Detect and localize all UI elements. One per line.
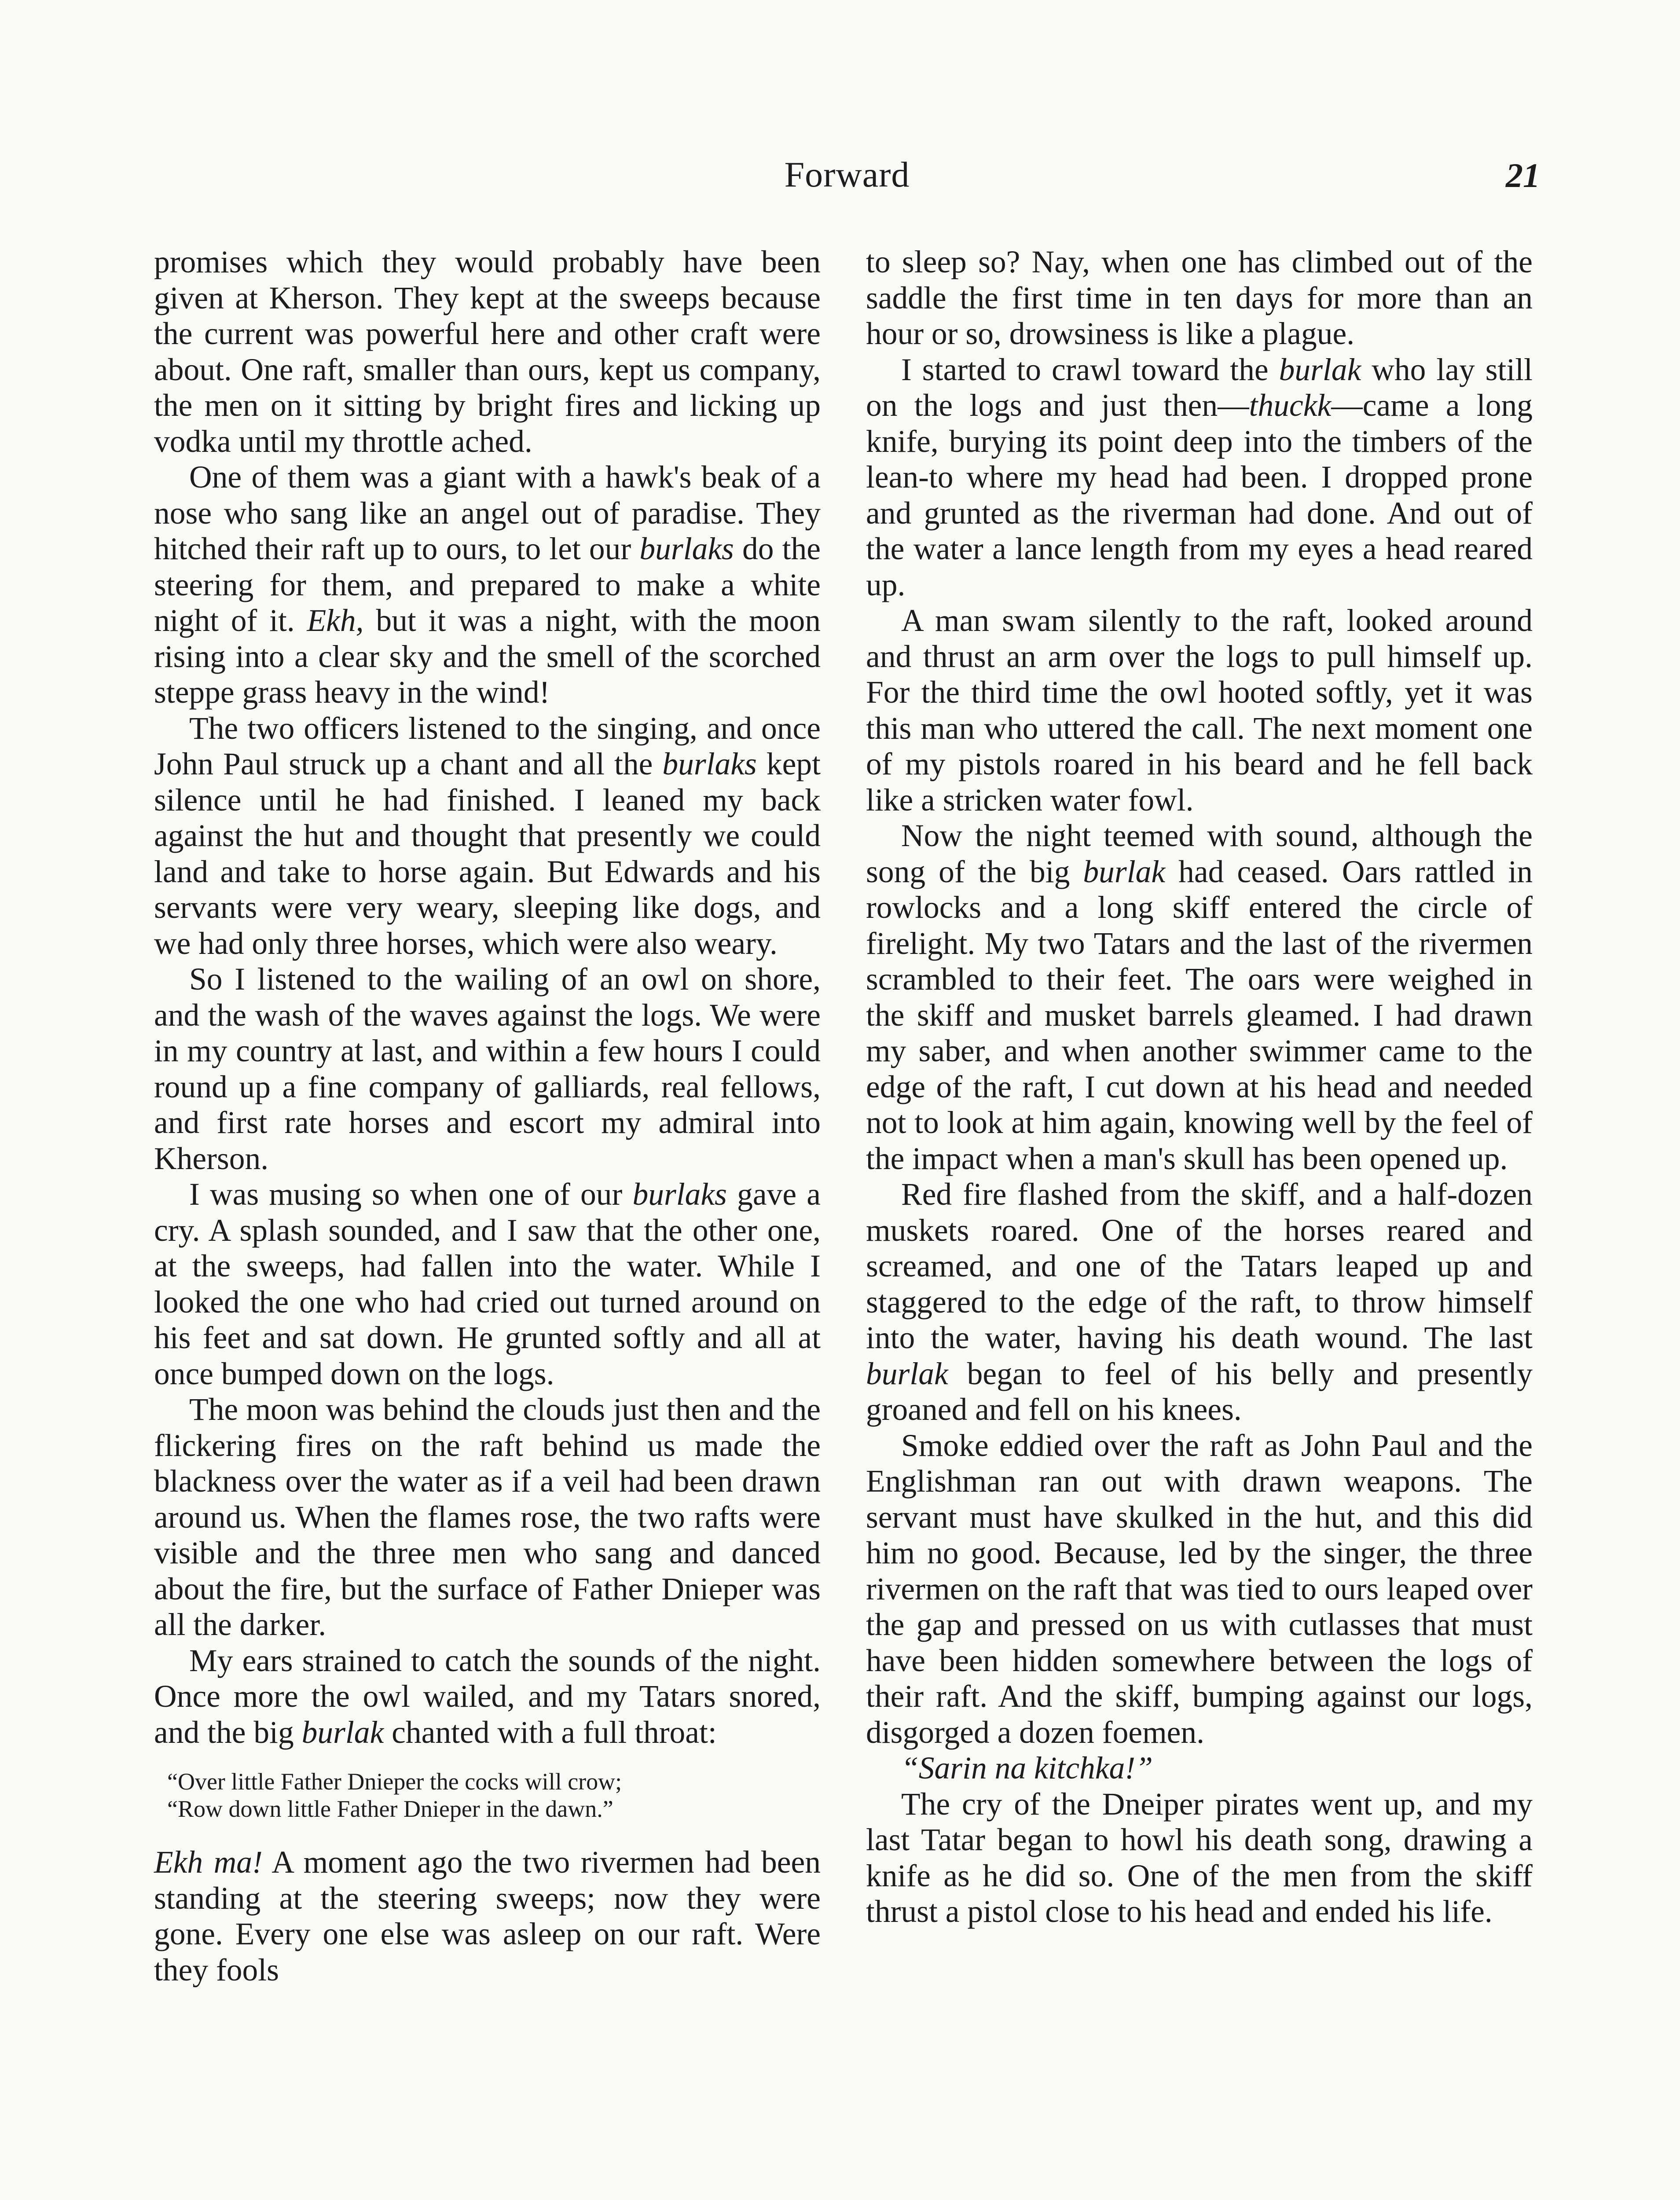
paragraph bbox=[154, 1643, 821, 1751]
paragraph-text: Now the night teemed with sound, although the song of the big bbox=[866, 818, 1533, 889]
paragraph-text: A moment ago the two rivermen had been standing at the steering sweeps; now they were gone. Every one else was asleep on our raft. Were they fools bbox=[154, 1845, 821, 1987]
paragraph-text: Red fire flashed from the skiff, and a half-dozen muskets roared. One of the horses reared and screamed, and one of the Tatars leaped up and staggered to the edge of the raft, to throw himself into the water, having his death wound. The last bbox=[866, 1177, 1533, 1355]
paragraph: The cry of the Dneiper pirates went up, and my last Tatar began to howl his death song, drawing a knife as he did so. One of the men from the skiff thrust a pistol close to his head and ended his life. bbox=[866, 1786, 1533, 1929]
italic-word: burlaks bbox=[639, 532, 734, 566]
paragraph bbox=[866, 352, 1533, 603]
paragraph bbox=[154, 1844, 821, 1988]
running-header bbox=[154, 154, 1540, 207]
italic-word: burlak bbox=[301, 1715, 384, 1750]
page-number: 21 bbox=[1506, 156, 1540, 194]
paragraph: The moon was behind the clouds just then and the flickering fires on the raft behind us made the blackness over the water as if a veil had been drawn around us. When the flames rose, the two rafts were visible and the three men who sang and danced about the fire, but the surface of Father Dnieper was all the darker. bbox=[154, 1392, 821, 1642]
paragraph bbox=[866, 818, 1533, 1177]
paragraph-text: who lay still on the logs and just then— bbox=[866, 352, 1533, 423]
paragraph-text: —came a long knife, burying its point deep into the timbers of the lean-to where my head had been. I dropped prone and grunted as the riverman had done. And out of the water a lance length from my eyes a head reared up. bbox=[866, 388, 1533, 602]
paragraph bbox=[154, 459, 821, 711]
italic-line: “Sarin na kitchka!” bbox=[901, 1751, 1153, 1786]
paragraph bbox=[866, 1750, 1533, 1786]
paragraph: A man swam silently to the raft, looked around and thrust an arm over the logs to pull himself up. For the third time the owl hooted softly, yet it was this man who uttered the call. The next moment one of my pistols roared in his beard and he fell back like a stricken water fowl. bbox=[866, 603, 1533, 818]
paragraph: to sleep so? Nay, when one has climbed out of the saddle the first time in ten days for more than an hour or so, drowsiness is like a plague. bbox=[866, 245, 1533, 351]
italic-word: Ekh, bbox=[307, 603, 364, 638]
italic-word: burlaks bbox=[662, 747, 757, 781]
paragraph-text: I was musing so when one of our bbox=[189, 1177, 633, 1212]
paragraph bbox=[866, 1177, 1533, 1428]
chapter-title: Forward bbox=[784, 154, 910, 194]
paragraph: So I listened to the wailing of an owl on shore, and the wash of the waves against the logs. We were in my country at last, and within a few hours I could round up a fine company of galliards, real fellows, and first rate horses and escort my admiral into Kherson. bbox=[154, 962, 821, 1176]
right-text-column bbox=[866, 244, 1533, 1930]
paragraph bbox=[154, 711, 821, 962]
paragraph bbox=[154, 1177, 821, 1392]
italic-word: burlaks bbox=[632, 1177, 727, 1212]
song-quote bbox=[167, 1768, 821, 1822]
italic-word: burlak bbox=[1279, 352, 1361, 387]
paragraph-text: began to feel of his belly and presently groaned and fell on his knees. bbox=[866, 1356, 1533, 1427]
paragraph-text: do the steering for them, and prepared to make a white night of it. bbox=[154, 532, 821, 638]
paragraph-text: had ceased. Oars rattled in rowlocks and a long skiff entered the circle of firelight. My two Tatars and the last of the rivermen scrambled to their feet. The oars were weighed in the skiff and musket barrels gleamed. I had drawn my saber, and when another swimmer came to the edge of the raft, I cut down at his head and needed not to look at him again, knowing well by the feel of the impact when a man's skull has been opened up. bbox=[866, 854, 1533, 1176]
italic-word: Ekh ma! bbox=[154, 1845, 263, 1880]
paragraph: Smoke eddied over the raft as John Paul and the Englishman ran out with drawn weapons. The servant must have skulked in the hut, and this did him no good. Because, led by the singer, the three rivermen on the raft that was tied to ours leaped over the gap and pressed on us with cutlasses that must have been hidden somewhere between the logs of their raft. And the skiff, bumping against our logs, disgorged a dozen foemen. bbox=[866, 1428, 1533, 1750]
italic-word: thuckk bbox=[1249, 388, 1332, 423]
paragraph-text: chanted with a full throat: bbox=[384, 1715, 717, 1750]
paragraph-text: One of them was a giant with a hawk's beak of a nose who sang like an angel out of paradise. They hitched their raft up to ours, to let our bbox=[154, 460, 821, 566]
paragraph-text: gave a cry. A splash sounded, and I saw that the other one, at the sweeps, had fallen into the water. While I looked the one who had cried out turned around on his feet and sat down. He grunted softly and all at once bumped down on the logs. bbox=[154, 1177, 821, 1391]
paragraph bbox=[154, 244, 821, 459]
paragraph-text: but it was a night, with the moon rising into a clear sky and the smell of the scorched steppe grass heavy in the wind! bbox=[154, 603, 821, 710]
quote-line: “Row down little Father Dnieper in the dawn.” bbox=[167, 1796, 613, 1822]
quote-line: “Over little Father Dnieper the cocks will crow; bbox=[167, 1768, 622, 1795]
paragraph-text: The two officers listened to the singing, and once John Paul struck up a chant and all the bbox=[154, 711, 821, 781]
italic-word: burlak bbox=[1083, 854, 1166, 889]
left-text-column bbox=[154, 244, 821, 1988]
italic-word: burlak bbox=[866, 1356, 948, 1391]
paragraph-text: I started to crawl toward the bbox=[901, 352, 1279, 387]
paragraph-text: My ears strained to catch the sounds of the night. Once more the owl wailed, and my Tatars snored, and the big bbox=[154, 1643, 821, 1750]
paragraph-text: kept silence until he had finished. I leaned my back against the hut and thought that presently we could land and take to horse again. But Edwards and his servants were very weary, sleeping like dogs, and we had only three horses, which were also weary. bbox=[154, 747, 821, 961]
paragraph-text: promises which they would probably have been given at Kherson. They kept at the sweeps because the current was powerful here and other craft were about. One raft, smaller than ours, kept us company, the men on it sitting by bright fires and licking up vodka until my throttle ached. bbox=[154, 245, 821, 459]
